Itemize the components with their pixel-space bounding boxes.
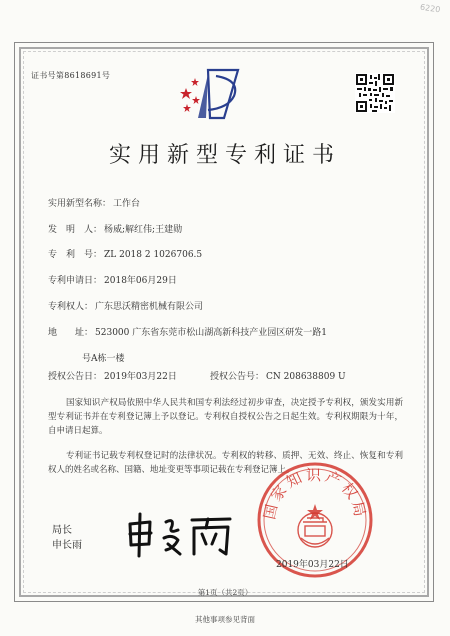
paragraph-legal-status: 专利证书记载专利权登记时的法律状况。专利权的转移、质押、无效、终止、恢复和专利权人的姓名或名称、国籍、地址变更等事项记载在专利登记簿上。 [48,451,403,475]
announce-number-value: CN 208638809 U [266,372,346,382]
inventor-label: 发 明 人： [48,225,103,235]
grant-date-value: 2019年03月22日 [104,372,177,382]
model-name-label: 实用新型名称： [48,199,112,209]
footnote: 其他事项参见背面 [195,615,255,624]
model-name-row [48,196,140,209]
certificate-number: 证书号第8618691号 [31,71,111,80]
announce-number-row [210,369,346,382]
holder-label: 专利权人： [48,302,94,312]
certificate-title: 实用新型专利证书 [108,143,341,168]
announce-number-label: 授权公告号： [210,372,265,382]
director-signature-icon [122,510,242,558]
corner-handwritten-note: 6220 [419,2,441,15]
seal-text: 国家知识产权局 [260,466,370,522]
model-name-value: 工作台 [113,199,141,209]
inventor-value: 杨威;解红伟;王建勋 [104,225,183,235]
address-label: 地 址： [48,328,94,338]
filing-date-label: 专利申请日： [48,276,103,286]
grant-date-label: 授权公告日： [48,372,103,382]
seal-date: 2019年03月22日 [276,560,349,570]
filing-date-row [48,273,177,286]
qr-code-icon [355,73,395,113]
patent-number-value: ZL 2018 2 1026706.5 [104,250,203,260]
director-title: 局长 [52,525,72,536]
patent-number-row [48,247,202,260]
page-number: 第1页（共2页） [197,588,253,597]
paragraph-grant-statement: 国家知识产权局依照中华人民共和国专利法经过初步审查，决定授予专利权，颁发实用新型专利证书并在专利登记簿上予以登记。专利权自授权公告之日起生效。专利权期限为十年，自申请日起算。 [48,398,403,436]
address-line1: 523000 广东省东莞市松山湖高新科技产业园区研发一路1 [95,328,327,338]
director-name: 申长雨 [52,540,82,551]
cnipa-logo-icon [178,66,248,122]
filing-date-value: 2018年06月29日 [104,276,177,286]
patent-number-label: 专 利 号： [48,250,103,260]
holder-value: 广东思沃精密机械有限公司 [95,302,204,312]
holder-row [48,299,203,312]
address-line2: 号A栋一楼 [82,354,125,364]
address-row [48,325,327,338]
grant-date-row [48,369,177,382]
inventor-row [48,222,182,235]
